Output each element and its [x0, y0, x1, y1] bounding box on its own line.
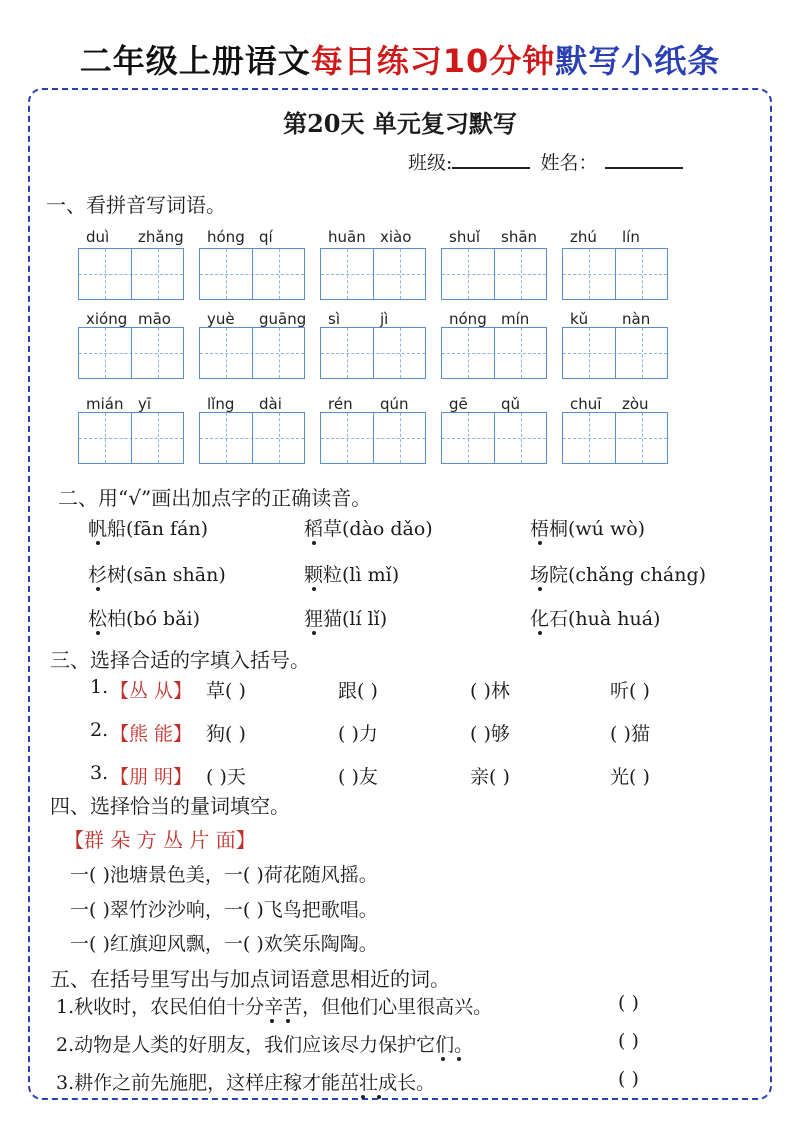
reading-choice-item[interactable]: 化石(huà huá) [530, 608, 661, 630]
emphasis-dot [312, 587, 316, 591]
pinyin-syllable: rén [328, 395, 353, 413]
synonym-answer-3[interactable]: ( ) [618, 1068, 639, 1090]
fill-blank-item[interactable]: ( )天 [206, 766, 246, 788]
emphasis-dot [96, 541, 100, 545]
fill-blank-item[interactable]: ( )友 [338, 766, 378, 788]
pinyin-syllable: zhǎng [138, 228, 184, 246]
fill-blank-item[interactable]: 听( ) [610, 680, 650, 702]
emphasis-dot [361, 1095, 365, 1099]
emphasis-dot [312, 541, 316, 545]
pinyin-syllable: gē [449, 395, 468, 413]
section5-title: 五、在括号里写出与加点词语意思相近的词。 [50, 967, 450, 991]
pinyin-syllable: māo [138, 310, 171, 328]
fill-blank-item[interactable]: 草( ) [206, 680, 246, 702]
fill-blank-item[interactable]: ( )力 [338, 723, 378, 745]
emphasis-dot [96, 631, 100, 635]
pinyin-syllable: yuè [207, 310, 235, 328]
header-grade: 二年级上册语文 [79, 42, 311, 80]
pinyin-syllable: shān [501, 228, 538, 246]
pinyin-syllable: nóng [449, 310, 487, 328]
pinyin-syllable: hóng [207, 228, 245, 246]
measure-line-3[interactable]: 一( )红旗迎风飘，一( )欢笑乐陶陶。 [70, 933, 378, 955]
reading-choice-item[interactable]: 梧桐(wú wò) [530, 518, 646, 540]
pinyin-syllable: duì [86, 228, 110, 246]
emphasis-dot [270, 1019, 274, 1023]
writing-box[interactable] [320, 412, 426, 464]
writing-box[interactable] [199, 412, 305, 464]
writing-box[interactable] [78, 248, 184, 300]
student-info [408, 148, 683, 175]
reading-choice-item[interactable]: 场院(chǎng cháng) [530, 564, 707, 586]
writing-box[interactable] [441, 248, 547, 300]
emphasis-dot [457, 1057, 461, 1061]
measure-line-1[interactable]: 一( )池塘景色美，一( )荷花随风摇。 [70, 864, 378, 886]
class-label: 班级: [408, 152, 453, 174]
header-practice: 每日练习10分钟 [310, 42, 556, 80]
writing-box[interactable] [441, 412, 547, 464]
reading-choice-item[interactable]: 稻草(dào dǎo) [304, 518, 433, 540]
choice-row-number: 2. [90, 719, 109, 741]
synonym-answer-1[interactable]: ( ) [618, 992, 639, 1014]
choice-characters: 【丛 从】 [110, 680, 193, 702]
writing-box[interactable] [441, 327, 547, 379]
pinyin-syllable: mín [501, 310, 530, 328]
section2-title: 二、用“√”画出加点字的正确读音。 [58, 486, 372, 510]
name-label: 姓名： [540, 152, 598, 174]
emphasis-dot [377, 1095, 381, 1099]
synonym-sentence-3: 3.耕作之前先施肥，这样庄稼才能茁壮成长。 [56, 1072, 436, 1094]
fill-blank-item[interactable]: ( )够 [470, 723, 510, 745]
writing-box[interactable] [562, 327, 668, 379]
header-dictation: 默写小纸条 [555, 42, 721, 80]
reading-choice-item[interactable]: 帆船(fān fán) [88, 518, 209, 540]
pinyin-syllable: yī [138, 395, 152, 413]
pinyin-syllable: xiào [380, 228, 412, 246]
emphasis-dot [286, 1019, 290, 1023]
choice-row-number: 1. [90, 676, 109, 698]
synonym-sentence-2: 2.动物是人类的好朋友，我们应该尽力保护它们。 [56, 1034, 474, 1056]
pinyin-syllable: sì [328, 310, 340, 328]
section1-title: 一、看拼音写词语。 [46, 193, 226, 217]
reading-choice-item[interactable]: 松柏(bó bǎi) [88, 608, 201, 630]
worksheet-header [0, 36, 800, 82]
emphasis-dot [538, 541, 542, 545]
writing-box[interactable] [320, 248, 426, 300]
section3-title: 三、选择合适的字填入括号。 [50, 648, 310, 672]
pinyin-syllable: guāng [259, 310, 307, 328]
writing-box[interactable] [562, 412, 668, 464]
section4-title: 四、选择恰当的量词填空。 [50, 794, 290, 818]
measure-line-2[interactable]: 一( )翠竹沙沙响，一( )飞鸟把歌唱。 [70, 899, 378, 921]
emphasis-dot [538, 587, 542, 591]
pinyin-syllable: mián [86, 395, 124, 413]
writing-box[interactable] [199, 248, 305, 300]
fill-blank-item[interactable]: ( )林 [470, 680, 510, 702]
reading-choice-item[interactable]: 狸猫(lí lǐ) [304, 608, 388, 630]
choice-row-number: 3. [90, 762, 109, 784]
pinyin-syllable: nàn [622, 310, 651, 328]
pinyin-syllable: dài [259, 395, 282, 413]
emphasis-dot [538, 631, 542, 635]
pinyin-syllable: zhú [570, 228, 597, 246]
choice-characters: 【朋 明】 [110, 766, 193, 788]
measure-word-choices: 【群 朵 方 丛 片 面】 [64, 828, 256, 852]
name-blank[interactable] [605, 149, 683, 169]
pinyin-syllable: qí [259, 228, 273, 246]
pinyin-syllable: kǔ [570, 310, 589, 328]
writing-box[interactable] [320, 327, 426, 379]
fill-blank-item[interactable]: 光( ) [610, 766, 650, 788]
writing-box[interactable] [78, 327, 184, 379]
fill-blank-item[interactable]: ( )猫 [610, 723, 650, 745]
pinyin-syllable: huān [328, 228, 366, 246]
class-blank[interactable] [452, 149, 530, 169]
emphasis-dot [96, 587, 100, 591]
choice-characters: 【熊 能】 [110, 723, 193, 745]
fill-blank-item[interactable]: 狗( ) [206, 723, 246, 745]
pinyin-syllable: zòu [622, 395, 649, 413]
pinyin-syllable: lǐng [207, 395, 235, 413]
pinyin-syllable: jì [380, 310, 389, 328]
pinyin-syllable: lín [622, 228, 640, 246]
synonym-sentence-1: 1.秋收时，农民伯伯十分辛苦，但他们心里很高兴。 [56, 996, 493, 1018]
writing-box[interactable] [199, 327, 305, 379]
emphasis-dot [312, 631, 316, 635]
pinyin-syllable: xióng [86, 310, 128, 328]
emphasis-dot [441, 1057, 445, 1061]
pinyin-syllable: qún [380, 395, 409, 413]
fill-blank-item[interactable]: 亲( ) [470, 766, 510, 788]
fill-blank-item[interactable]: 跟( ) [338, 680, 378, 702]
writing-box[interactable] [562, 248, 668, 300]
synonym-answer-2[interactable]: ( ) [618, 1030, 639, 1052]
pinyin-syllable: chuī [570, 395, 602, 413]
reading-choice-item[interactable]: 颗粒(lì mǐ) [304, 564, 400, 586]
writing-box[interactable] [78, 412, 184, 464]
reading-choice-item[interactable]: 杉树(sān shān) [88, 564, 226, 586]
pinyin-syllable: shuǐ [449, 228, 480, 246]
page-title: 第20天 单元复习默写 [283, 109, 517, 138]
pinyin-syllable: qǔ [501, 395, 521, 413]
